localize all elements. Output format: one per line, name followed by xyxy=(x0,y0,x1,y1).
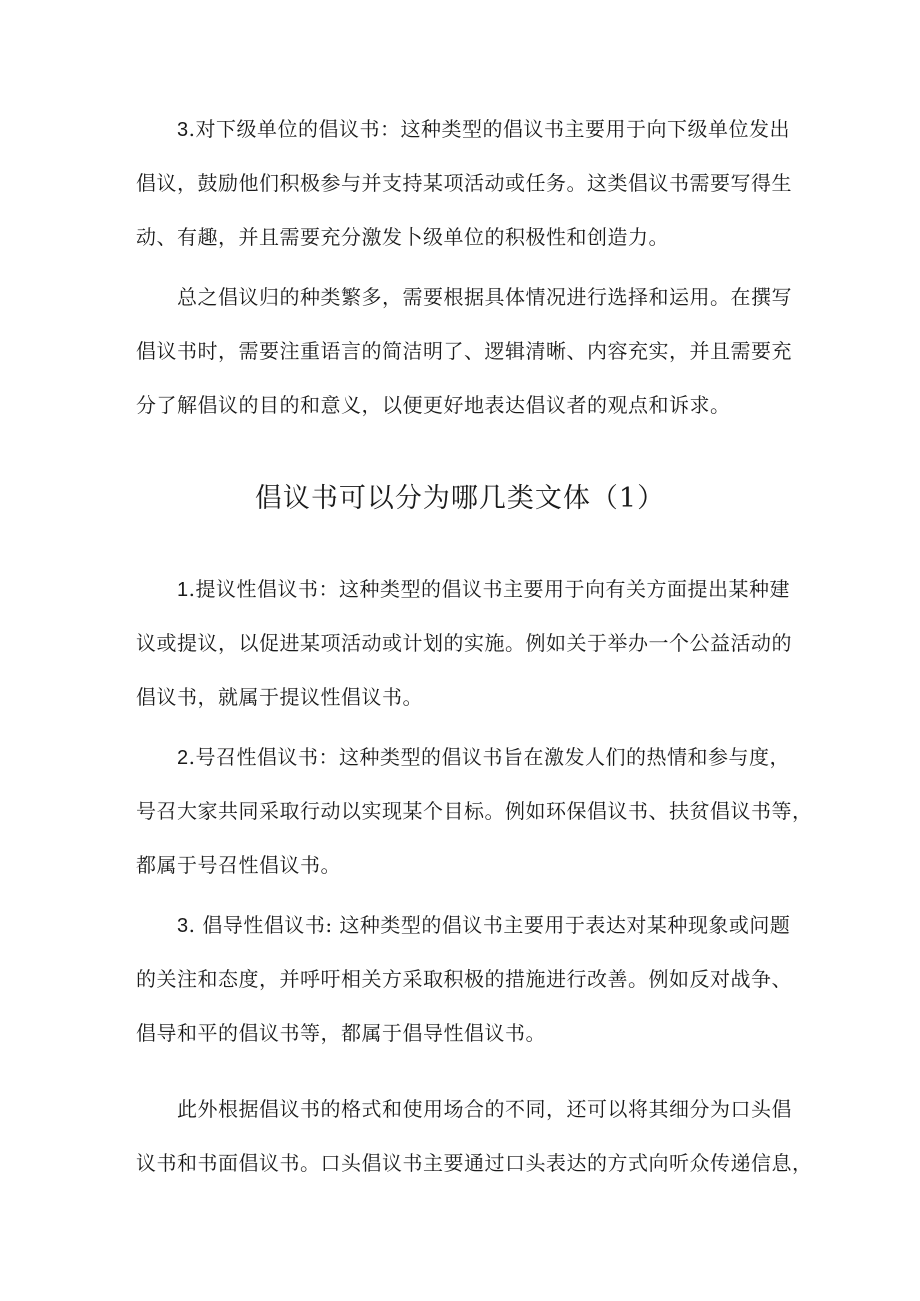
paragraph-summary xyxy=(136,270,792,432)
paragraph-line: 3.对下级单位的倡议书：这种类型的倡议书主要用于向下级单位发出 xyxy=(177,117,790,141)
item-number: 3 xyxy=(177,915,189,937)
paragraph-line: 动、有趣，并且需要充分激发卜级单位的积极性和创造力。 xyxy=(136,225,669,249)
paragraph-subordinate-units xyxy=(136,102,792,264)
paragraph-line: 议书和书面倡议书。口头倡议书主要通过口头表达的方式向听众传递信息， xyxy=(136,1151,813,1175)
paragraph-line: 总之倡议归的种类繁多，需要根据具体情况进行选择和运用。在撰写 xyxy=(177,285,792,309)
paragraph-call-type xyxy=(136,730,813,892)
paragraph-line: 倡议书，就属于提议性倡议书。 xyxy=(136,685,423,709)
paragraph-line: 分了解倡议的目的和意义，以便更好地表达倡议者的观点和诉求。 xyxy=(136,393,731,417)
section-heading: 倡议书可以分为哪几类文体（1） xyxy=(254,483,666,514)
paragraph-advocacy-type xyxy=(136,898,792,1060)
item-number: 2 xyxy=(177,747,189,769)
paragraph-line: 都属于号召性倡议书。 xyxy=(136,853,341,877)
paragraph-line: 2.号召性倡议书：这种类型的倡议书旨在激发人们的热情和参与度， xyxy=(177,745,790,769)
item-number: 1 xyxy=(177,579,189,601)
item-number: 3 xyxy=(177,119,189,141)
paragraph-line: 倡议书时，需要注重语言的简洁明了、逻辑清晰、内容充实，并且需要充 xyxy=(136,339,792,363)
paragraph-line: 倡议，鼓励他们积极参与并支持某项活动或任务。这类倡议书需要写得生 xyxy=(136,171,792,195)
paragraph-proposal-type xyxy=(136,562,792,724)
paragraph-format-subdivision xyxy=(136,1082,813,1190)
paragraph-line: 此外根据倡议书的格式和使用场合的不同，还可以将其细分为口头倡 xyxy=(177,1097,792,1121)
paragraph-line: 1.提议性倡议书：这种类型的倡议书主要用于向有关方面提出某种建 xyxy=(177,577,790,601)
paragraph-line: 的关注和态度，并呼吁相关方采取积极的措施进行改善。例如反对战争、 xyxy=(136,967,792,991)
paragraph-line: 号召大家共同采取行动以实现某个目标。例如环保倡议书、扶贫倡议书等， xyxy=(136,799,813,823)
paragraph-line: 3. 倡导性倡议书: 这种类型的倡议书主要用于表达对某种现象或问题 xyxy=(177,913,791,937)
paragraph-line: 议或提议，以促进某项活动或计划的实施。例如关于举办一个公益活动的 xyxy=(136,631,792,655)
paragraph-line: 倡导和平的倡议书等，都属于倡导性倡议书。 xyxy=(136,1021,546,1045)
